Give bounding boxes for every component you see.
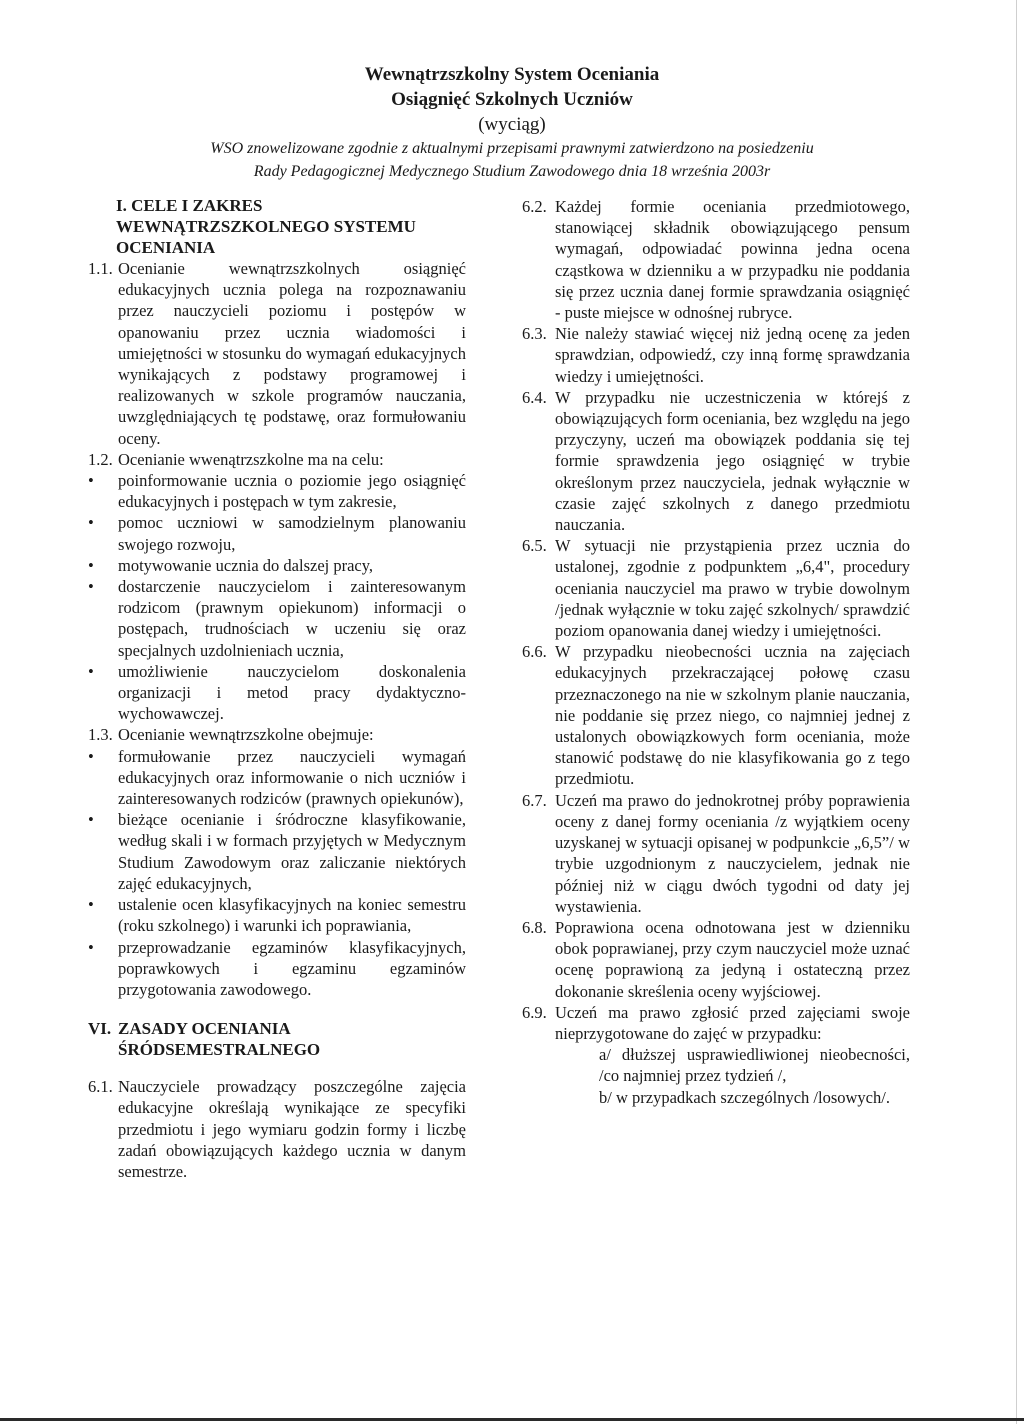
list-item bbox=[88, 512, 466, 554]
list-item bbox=[88, 746, 466, 810]
section-1-heading: I. CELE I ZAKRES WEWNĄTRZSZKOLNEGO SYSTEMU OCENIANIA bbox=[116, 196, 416, 257]
bullet-icon: • bbox=[88, 661, 94, 681]
paragraph-text: Poprawiona ocena odnotowana jest w dzienniku obok poprawianej, przy czym nauczyciel może uznać ocenę poprawioną za jedyną i ostateczną przez dokonanie skreślenia oceny wyjściowej. bbox=[555, 917, 910, 1001]
document-header bbox=[0, 62, 1024, 183]
list-item bbox=[88, 470, 466, 512]
paragraph-number: 1.1. bbox=[88, 259, 113, 278]
bullet-icon: • bbox=[88, 577, 94, 597]
paragraph-6-9 bbox=[522, 1002, 910, 1044]
scope-list bbox=[88, 746, 466, 1000]
list-item-text: formułowanie przez nauczycieli wymagań edukacyjnych oraz informowanie o nich uczniów i zainteresowanych rodziców (prawnych opiekunów), bbox=[118, 746, 466, 809]
list-item-text: poinformowanie ucznia o poziomie jego osiągnięć edukacyjnych i postępach w tym zakresie, bbox=[118, 471, 466, 512]
paragraph-text: Nie należy stawiać więcej niż jedną ocenę za jeden sprawdzian, odpowiedź, czy inną formę sprawdzania wiedzy i umiejętności. bbox=[555, 324, 910, 386]
paragraph-text: Uczeń ma prawo do jednokrotnej próby poprawienia oceny z danej formy oceniania /z wyjątkiem oceny uzyskanej w sytuacji opisanej w podpunkcie „6,5”/ w trybie uzgodnionym z nauczycielem, jednak nie później niż w ciągu dwóch tygodni od daty jej wystawienia. bbox=[555, 790, 910, 916]
paragraph-number: 6.4. bbox=[522, 387, 547, 407]
document-title-line-2: Osiągnięć Szkolnych Uczniów bbox=[391, 89, 633, 110]
paragraph-6-6 bbox=[522, 641, 910, 789]
bullet-icon: • bbox=[88, 513, 94, 533]
bullet-icon: • bbox=[88, 937, 94, 957]
list-item-text: bieżące ocenianie i śródroczne klasyfikowanie, według skali i w formach przyjętych w Medycznym Studium Zawodowym oraz zaliczanie niektórych zajęć edukacyjnych, bbox=[118, 810, 466, 893]
section-6-heading bbox=[88, 1018, 466, 1060]
list-item-text: ustalenie ocen klasyfikacyjnych na koniec semestru (roku szkolnego) i warunki ich poprawiania, bbox=[118, 895, 466, 936]
bullet-icon: • bbox=[88, 555, 94, 575]
paragraph-number: 6.7. bbox=[522, 790, 547, 810]
paragraph-text: Ocenianie wewnątrzszkolnych osiągnięć edukacyjnych ucznia polega na rozpoznawaniu przez nauczycieli poziomu i postępów w opanowaniu przez ucznia wiadomości i umiejętności w stosunku do wymagań edukacyjnych wynikających z podstawy programowej i realizowanych w szkole programów nauczania, uwzględniających tę podstawę, oraz formułowaniu oceny. bbox=[118, 259, 466, 448]
left-column bbox=[88, 195, 466, 1182]
paragraph-6-7 bbox=[522, 790, 910, 917]
scan-bottom-line bbox=[0, 1418, 1024, 1421]
document-subtitle: (wyciąg) bbox=[478, 114, 546, 135]
paragraph-number: 1.2. bbox=[88, 449, 113, 469]
paragraph-6-1 bbox=[88, 1076, 466, 1182]
document-title-line-1: Wewnątrzszkolny System Oceniania bbox=[364, 64, 660, 85]
paragraph-6-3 bbox=[522, 323, 910, 387]
list-item-text: przeprowadzanie egzaminów klasyfikacyjnych, poprawkowych i egzaminu egzaminów przygotowania zawodowego. bbox=[118, 937, 466, 999]
paragraph-number: 6.5. bbox=[522, 536, 547, 556]
right-column bbox=[522, 196, 910, 1108]
paragraph-number: 6.3. bbox=[522, 324, 547, 344]
list-item bbox=[88, 809, 466, 894]
paragraph-6-2 bbox=[522, 196, 910, 323]
paragraph-text: W przypadku nieobecności ucznia na zajęciach edukacyjnych przekraczającej połowę czasu przeznaczonego na nie w szkolnym planie nauczania, nie poddanie się przez niego, co najmniej jednej z ustalonych obowiązkowych form oceniania, może stanowić podstawę do nie klasyfikowania go z tego przedmiotu. bbox=[555, 642, 910, 789]
list-item-text: umożliwienie nauczycielom doskonalenia organizacji i metod pracy dydaktyczno-wychowawczej. bbox=[118, 661, 466, 724]
paragraph-1-3 bbox=[88, 724, 466, 745]
paragraph-number: 6.2. bbox=[522, 197, 547, 216]
paragraph-number: 1.3. bbox=[88, 725, 113, 745]
paragraph-text: Ocenianie wewnątrzszkolne obejmuje: bbox=[118, 725, 374, 745]
paragraph-number: 6.9. bbox=[522, 1002, 547, 1022]
paragraph-number: 6.6. bbox=[522, 642, 547, 662]
bullet-icon: • bbox=[88, 895, 94, 915]
section-title: ZASADY OCENIANIA ŚRÓDSEMESTRALNEGO bbox=[118, 1019, 321, 1060]
list-item bbox=[88, 661, 466, 725]
paragraph-text: Ocenianie wwenątrzszkolne ma na celu: bbox=[118, 449, 384, 469]
paragraph-6-5 bbox=[522, 535, 910, 641]
list-item-text: dostarczenie nauczycielom i zainteresowanym rodzicom (prawnym opiekunom) informacji o postępach, trudnościach w uczeniu się oraz specjalnych uzdolnieniach ucznia, bbox=[118, 577, 466, 660]
list-item-text: pomoc uczniowi w samodzielnym planowaniu swojego rozwoju, bbox=[118, 513, 466, 554]
list-item bbox=[88, 894, 466, 936]
section-number: VI. bbox=[88, 1019, 112, 1039]
paragraph-1-1 bbox=[88, 258, 466, 449]
bullet-icon: • bbox=[88, 810, 94, 830]
paragraph-text: W sytuacji nie przystąpienia przez ucznia do ustalonej, zgodnie z podpunktem „6,4", procedury oceniania nauczyciel ma prawo w trybie dowolnym /jednak wyłącznie w toku zajęć szkolnych/ sprawdzić poziom opanowania danej wiedzy i umiejętności. bbox=[555, 536, 910, 641]
paragraph-text: Uczeń ma prawo zgłosić przed zajęciami swoje nieprzygotowane do zajęć w przypadku: bbox=[555, 1002, 910, 1043]
paragraph-6-9-subitems bbox=[522, 1044, 910, 1108]
sub-item-b: b/ w przypadkach szczególnych /losowych/. bbox=[599, 1087, 890, 1107]
scan-edge-line bbox=[1016, 0, 1017, 1424]
list-item bbox=[88, 937, 466, 1001]
list-item-text: motywowanie ucznia do dalszej pracy, bbox=[118, 555, 374, 575]
list-item bbox=[88, 576, 466, 661]
paragraph-number: 6.1. bbox=[88, 1077, 113, 1097]
paragraph-6-8 bbox=[522, 917, 910, 1002]
bullet-icon: • bbox=[88, 471, 94, 491]
list-item bbox=[88, 555, 466, 576]
paragraph-text: Nauczyciele prowadzący poszczególne zajęcia edukacyjne określają wynikające ze specyfiki przedmiotu i jego wymiaru godzin formy i liczbę zadań obowiązujących każdego ucznia w danym semestrze. bbox=[118, 1077, 466, 1181]
intro-line-2: Rady Pedagogicznej Medycznego Studium Zawodowego dnia 18 września 2003r bbox=[253, 163, 771, 180]
bullet-icon: • bbox=[88, 746, 94, 766]
paragraph-text: W przypadku nie uczestniczenia w którejś z obowiązujących form oceniania, bez względu na jego przyczyny, uczeń ma obowiązek poddania się tej formie sprawdzenia jego osiągnięć w trybie określonym przez nauczyciela, jednak wyłącznie w czasie zajęć szkolnych z danego przedmiotu nauczania. bbox=[555, 387, 910, 535]
goals-list bbox=[88, 470, 466, 724]
paragraph-1-2 bbox=[88, 449, 466, 470]
paragraph-text: Każdej formie oceniania przedmiotowego, stanowiącej składnik obowiązującego pensum wymagań, odpowiadać powinna jedna ocena cząstkowa w dzienniku a w przypadku nie poddania się przez ucznia danej formie sprawdzania osiągnięć - puste miejsce w odnośnej rubryce. bbox=[555, 197, 910, 323]
sub-item-a: a/ dłuższej usprawiedliwionej nieobecności, /co najmniej przez tydzień /, bbox=[599, 1045, 910, 1086]
intro-line-1: WSO znowelizowane zgodnie z aktualnymi przepisami prawnymi zatwierdzono na posiedzeniu bbox=[210, 140, 814, 157]
paragraph-6-4 bbox=[522, 387, 910, 535]
paragraph-number: 6.8. bbox=[522, 917, 547, 937]
